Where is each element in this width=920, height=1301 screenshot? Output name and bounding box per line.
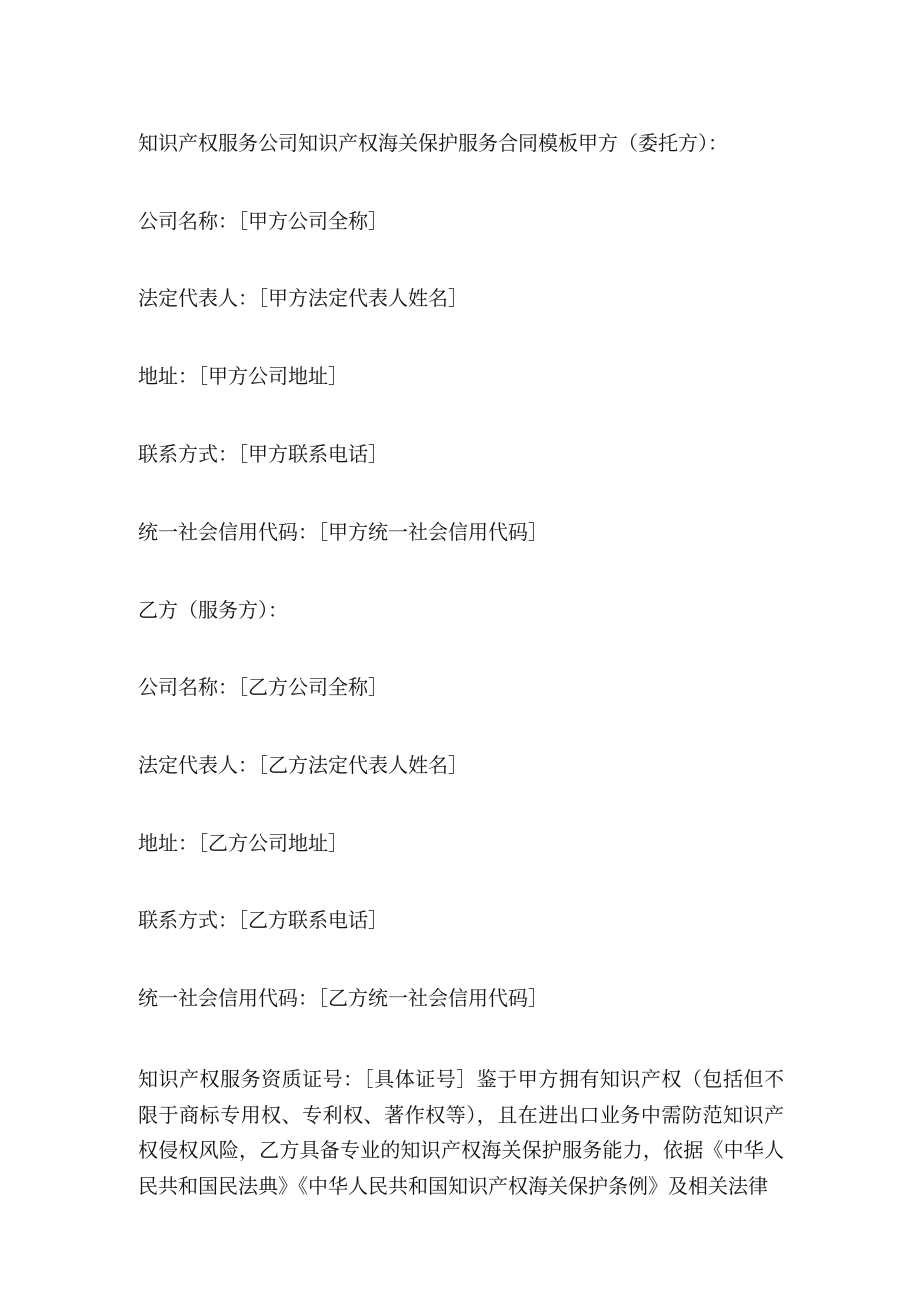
party-b-legal-rep: 法定代表人：［乙方法定代表人姓名］ [138, 753, 468, 777]
party-a-legal-rep: 法定代表人：［甲方法定代表人姓名］ [138, 286, 468, 310]
party-a-company-name: 公司名称：［甲方公司全称］ [138, 209, 388, 233]
party-b-credit-code: 统一社会信用代码：［乙方统一社会信用代码］ [138, 986, 548, 1010]
party-a-contact: 联系方式：［甲方联系电话］ [138, 442, 388, 466]
party-b-heading: 乙方（服务方）： [138, 598, 288, 622]
party-b-address: 地址：［乙方公司地址］ [138, 831, 348, 855]
document-title-line: 知识产权服务公司知识产权海关保护服务合同模板甲方（委托方）： [138, 131, 728, 155]
party-a-credit-code: 统一社会信用代码：［甲方统一社会信用代码］ [138, 520, 548, 544]
party-b-company-name: 公司名称：［乙方公司全称］ [138, 675, 388, 699]
recitals-paragraph: 知识产权服务资质证号：［具体证号］鉴于甲方拥有知识产权（包括但不限于商标专用权、专利权、著作权等），且在进出口业务中需防范知识产权侵权风险，乙方具备专业的知识产权海关保护服务能力，依据《中华人民共和国民法典》《中华人民共和国知识产权海关保护条例》及相关法律 [138, 1067, 784, 1198]
party-a-address: 地址：［甲方公司地址］ [138, 364, 348, 388]
party-b-contact: 联系方式：［乙方联系电话］ [138, 908, 388, 932]
